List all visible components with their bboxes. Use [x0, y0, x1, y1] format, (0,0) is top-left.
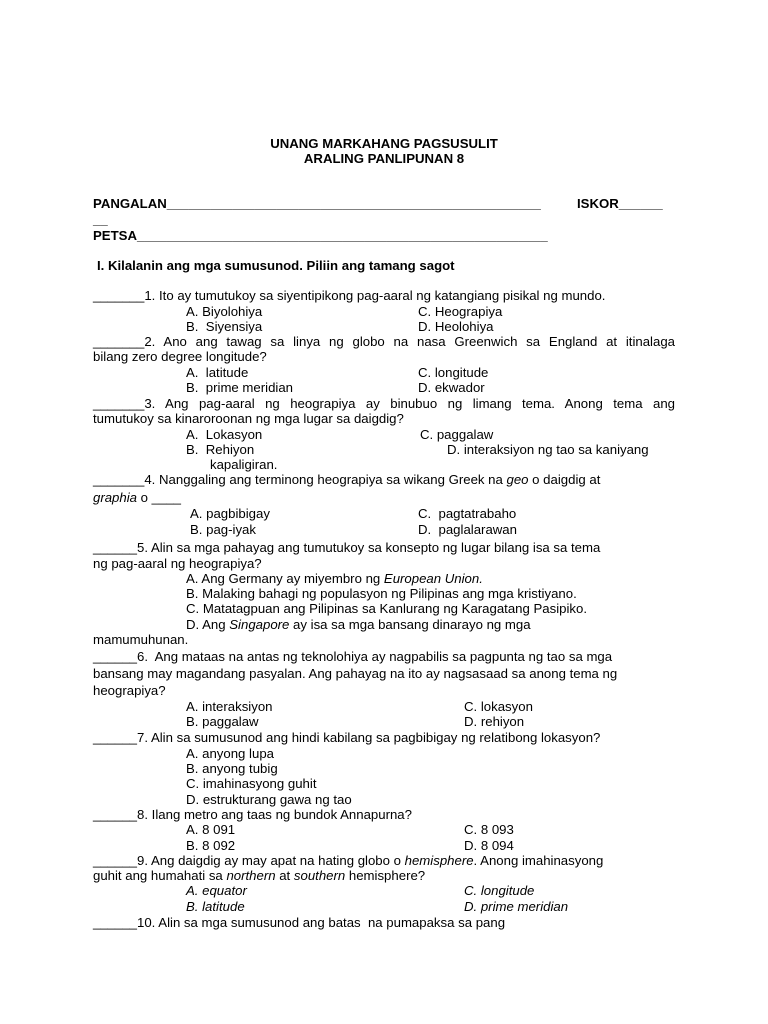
question-text-cont [93, 490, 181, 505]
choice-b: B. Rehiyon [186, 442, 255, 457]
question-text-cont: tumutukoy sa kinaroroonan ng mga lugar sa daigdig? [93, 411, 404, 426]
answer-blank: _______ [93, 396, 145, 411]
choice-d-pre: D. Ang [186, 617, 230, 632]
answer-blank: ______ [93, 540, 138, 555]
score-label: ISKOR [577, 196, 619, 211]
question-3 [93, 396, 675, 411]
term-hemisphere: hemisphere [404, 853, 474, 868]
score-blank: ______ [618, 196, 663, 211]
question-text: 4. Nanggaling ang terminong heograpiya sa wikang Greek na [144, 472, 507, 487]
choice-b: B. Siyensiya [186, 319, 263, 334]
question-text-c: o ____ [137, 490, 181, 505]
question-text-b: o daigdig at [528, 472, 601, 487]
question-text-e: hemisphere? [345, 868, 426, 883]
answer-blank: _______ [93, 334, 145, 349]
question-8 [93, 807, 412, 822]
choice-a: A. 8 091 [186, 822, 236, 837]
choice-a: A. Biyolohiya [186, 304, 263, 319]
choice-c: C. longitude [464, 883, 535, 898]
question-text-cont: bilang zero degree longitude? [93, 349, 267, 364]
term-northern: northern [226, 868, 276, 883]
answer-blank: ______ [93, 853, 138, 868]
answer-blank: ______ [93, 730, 138, 745]
question-text-d: at [275, 868, 294, 883]
choice-d: D. ekwador [418, 380, 485, 395]
question-9 [93, 853, 603, 868]
choice-d: D. prime meridian [464, 899, 569, 914]
question-text: 6. Ang mataas na antas ng teknolohiya ay nagpabilis sa pagpunta ng tao sa mga [137, 649, 613, 664]
choice-d: D. interaksiyon ng tao sa kaniyang [447, 442, 649, 457]
question-1 [93, 288, 605, 303]
choice-b: B. latitude [186, 899, 245, 914]
choice-c: C. 8 093 [464, 822, 514, 837]
choice-b: B. prime meridian [186, 380, 294, 395]
question-text: 2. Ano ang tawag sa linya ng globo na nasa Greenwich sa England at itinalaga [144, 334, 675, 349]
question-text-c: guhit ang humahati sa [93, 868, 227, 883]
question-text: 5. Alin sa mga pahayag ang tumutukoy sa konsepto ng lugar bilang isa sa tema [137, 540, 601, 555]
choice-b: B. paggalaw [186, 714, 259, 729]
name-field [93, 196, 541, 211]
date-field [93, 228, 548, 243]
choice-d: D. rehiyon [464, 714, 525, 729]
choice-d: D. Heolohiya [418, 319, 494, 334]
question-4 [93, 472, 600, 487]
question-text-cont2: heograpiya? [93, 683, 166, 698]
question-text: 9. Ang daigdig ay may apat na hating globo o [137, 853, 405, 868]
choice-a: A. latitude [186, 365, 249, 380]
question-text-cont [93, 868, 425, 883]
name-blank: ___________________________________________________ [166, 196, 541, 211]
question-10 [93, 915, 505, 930]
choice-a-em: European Union. [383, 571, 483, 586]
choice-a-text: A. Ang Germany ay miyembro ng [186, 571, 384, 586]
answer-blank: _______ [93, 288, 145, 303]
question-2 [93, 334, 675, 349]
choice-c: C. Heograpiya [418, 304, 503, 319]
section-heading: I. Kilalanin ang mga sumusunod. Piliin ang tamang sagot [97, 258, 455, 273]
choice-c: C. lokasyon [464, 699, 533, 714]
choice-a: A. interaksiyon [186, 699, 273, 714]
answer-blank: ______ [93, 915, 138, 930]
choice-d: D. 8 094 [464, 838, 514, 853]
question-5 [93, 540, 600, 555]
choice-d-cont: kapaligiran. [210, 457, 278, 472]
answer-blank: _______ [93, 472, 145, 487]
choice-c: C. pagtatrabaho [418, 506, 517, 521]
choice-d-em: Singapore [229, 617, 290, 632]
choice-b: B. 8 092 [186, 838, 236, 853]
exam-subject: ARALING PANLIPUNAN 8 [303, 151, 465, 166]
choice-d: D. paglalarawan [418, 522, 517, 537]
date-label: PETSA [93, 228, 137, 243]
choice-a: A. pagbibigay [190, 506, 270, 521]
choice-d-post: ay isa sa mga bansang dinarayo ng mga [289, 617, 531, 632]
choice-c: C. longitude [418, 365, 489, 380]
score-blank-wrap: __ [93, 212, 108, 227]
choice-c: C. Matatagpuan ang Pilipinas sa Kanlurang ng Karagatang Pasipiko. [186, 601, 588, 616]
choice-d: D. estrukturang gawa ng tao [186, 792, 352, 807]
answer-blank: ______ [93, 649, 138, 664]
question-text-cont: bansang may magandang pasyalan. Ang pahayag na ito ay nagsasaad sa anong tema ng [93, 666, 618, 681]
question-6 [93, 649, 612, 664]
question-text: 10. Alin sa mga sumusunod ang batas na pumapaksa sa pang [137, 915, 506, 930]
choice-d-cont: mamumuhunan. [93, 632, 189, 647]
choice-c: C. imahinasyong guhit [186, 776, 317, 791]
question-text: 3. Ang pag-aaral ng heograpiya ay binubuo ng limang tema. Anong tema ang [144, 396, 675, 411]
choice-c: C. paggalaw [420, 427, 494, 442]
question-text-b: . Anong imahinasyong [473, 853, 604, 868]
answer-blank: ______ [93, 807, 138, 822]
score-field [577, 196, 663, 211]
date-blank: ________________________________________________________ [136, 228, 548, 243]
choice-d [186, 617, 531, 632]
term-graphia: graphia [93, 490, 137, 505]
exam-title: UNANG MARKAHANG PAGSUSULIT [270, 136, 498, 151]
question-text: 8. Ilang metro ang taas ng bundok Annapurna? [137, 807, 412, 822]
choice-a [186, 571, 483, 586]
choice-a: A. equator [186, 883, 247, 898]
name-label: PANGALAN [93, 196, 167, 211]
term-geo: geo [506, 472, 529, 487]
choice-b: B. anyong tubig [186, 761, 278, 776]
question-text-cont: ng pag-aaral ng heograpiya? [93, 556, 262, 571]
question-text: 1. Ito ay tumutukoy sa siyentipikong pag-aaral ng katangiang pisikal ng mundo. [144, 288, 606, 303]
question-7 [93, 730, 600, 745]
term-southern: southern [293, 868, 346, 883]
choice-b: B. pag-iyak [190, 522, 256, 537]
question-text: 7. Alin sa sumusunod ang hindi kabilang sa pagbibigay ng relatibong lokasyon? [137, 730, 601, 745]
choice-b: B. Malaking bahagi ng populasyon ng Pilipinas ang mga kristiyano. [186, 586, 577, 601]
choice-a: A. Lokasyon [186, 427, 263, 442]
choice-a: A. anyong lupa [186, 746, 274, 761]
